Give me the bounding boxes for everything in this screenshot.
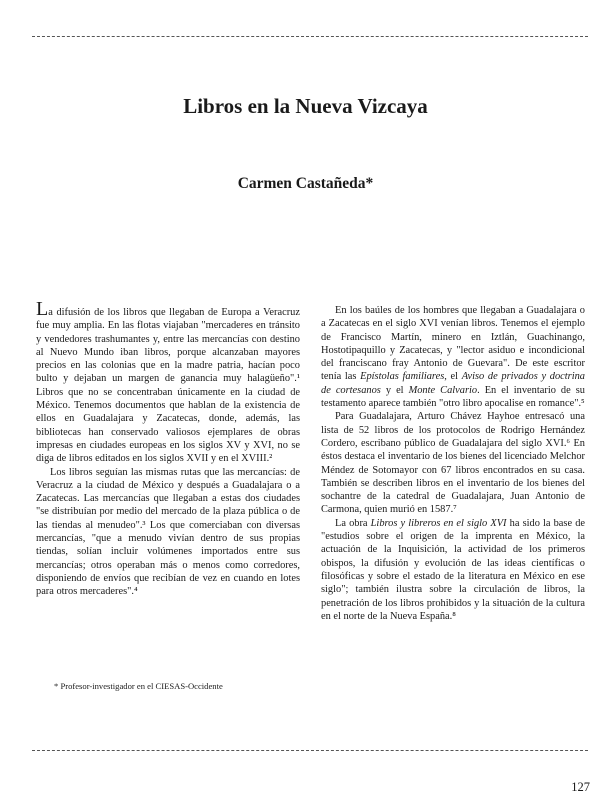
paragraph [36,298,300,466]
paragraph-text: . En el inventario de su testamento aparece también "otro libro apocalise en romance".⁵ [321,384,585,410]
paragraph-text: En los baúles de los hombres que llegaban a Guadalajara o a Zacatecas en el siglo XVI venían libros. Tenemos el ejemplo de Francisco Martín, minero en Iztlán, Guachinango, Hostotipaquillo y Zacatecas, y "lector asiduo e incondicional del franciscano fray Antonio de Guevara". De este escritor tenía las [321,305,585,383]
book-title: Epístolas familiares [360,371,445,383]
paragraph-text: , el [444,371,462,383]
left-column [36,298,300,599]
article-title: Libros en la Nueva Vizcaya [183,94,428,118]
paragraph: Los libros seguían las mismas rutas que las mercancías: de Veracruz a la ciudad de México y después a Guadalajara o a Zacatecas. Las mercancías que llegaban a estas dos ciudades "se distribuían por medio del mercado de la plaza pública o de las tiendas al menudeo".³ Los que comerciaban con diversas mercancías, "que a menudo vivían dentro de sus propias tiendas, solían incluir volúmenes importados entre sus mercancías; otros operaban más o menos como corredores, disponiendo de envíos que recibían de vez en cuando en lotes para otros mercaderes".⁴ [36,466,300,598]
paragraph [321,517,585,623]
paragraph-text: a difusión de los libros que llegaban de Europa a Veracruz fue muy amplia. En las flotas viajaban "mercaderes en tránsito y vendedores trashumantes y, entre las mercancías con destino al Nuevo Mundo iban libros, porque alcanzaban mayores precios en las colonias que en la madre patria, hacían poco bulto y dejaban un margen de ganancia muy halagüeño".¹ Libros que no se concentraban únicamente en la ciudad de México. Tenemos documentos que hablan de la existencia de ellos en Guadalajara y Zacatecas, donde, además, las bibliotecas han conservado valiosos ejemplares de obras impresas en ciudades europeas en los siglos XV y XVI, no se diga de libros editados en los siglos XVII y en el XVIII.² [36,307,300,465]
article-author: Carmen Castañeda* [237,175,374,192]
footnote: * Profesor-investigador en el CIESAS-Occidente [54,681,223,691]
book-title: Aviso de privados y doctrina de cortesanos [321,371,585,396]
initial-letter: L [36,298,49,320]
book-title: Libros y libreros en el siglo XVI [370,517,507,529]
paragraph-text: La obra [335,517,371,529]
bottom-rule [32,750,588,751]
right-column [321,304,585,623]
paragraph [321,304,585,410]
book-title: Monte Calvario [408,384,478,396]
top-rule [32,36,588,37]
paragraph-text: ha sido la base de "estudios sobre el origen de la imprenta en México, la actuación de la Inquisición, la actividad de los primeros obispos, la difusión y evolución de las ideas científicas o filosóficas y sobre el estado de la literatura en México en ese siglo"; también ilustra sobre la circulación de libros, la penetración de los libros prohibidos y la situación de la cultura en el norte de la Nueva España.⁸ [321,517,586,622]
paragraph: Para Guadalajara, Arturo Chávez Hayhoe entresacó una lista de 52 libros de los protocolos de Rodrigo Hernández Cordero, escribano público de Guadalajara del siglo XVI.⁶ En éstos destaca el inventario de los bienes del licenciado Melchor Méndez de Sotomayor con 67 libros encontrados en su casa. También se describen libros en el inventario de los bienes del sochantre de la catedral de Guadalajara, Juan Antonio de Carmona, quien murió en 1587.⁷ [321,411,585,516]
paragraph-text: y el [380,384,409,396]
page-number: 127 [571,780,590,794]
